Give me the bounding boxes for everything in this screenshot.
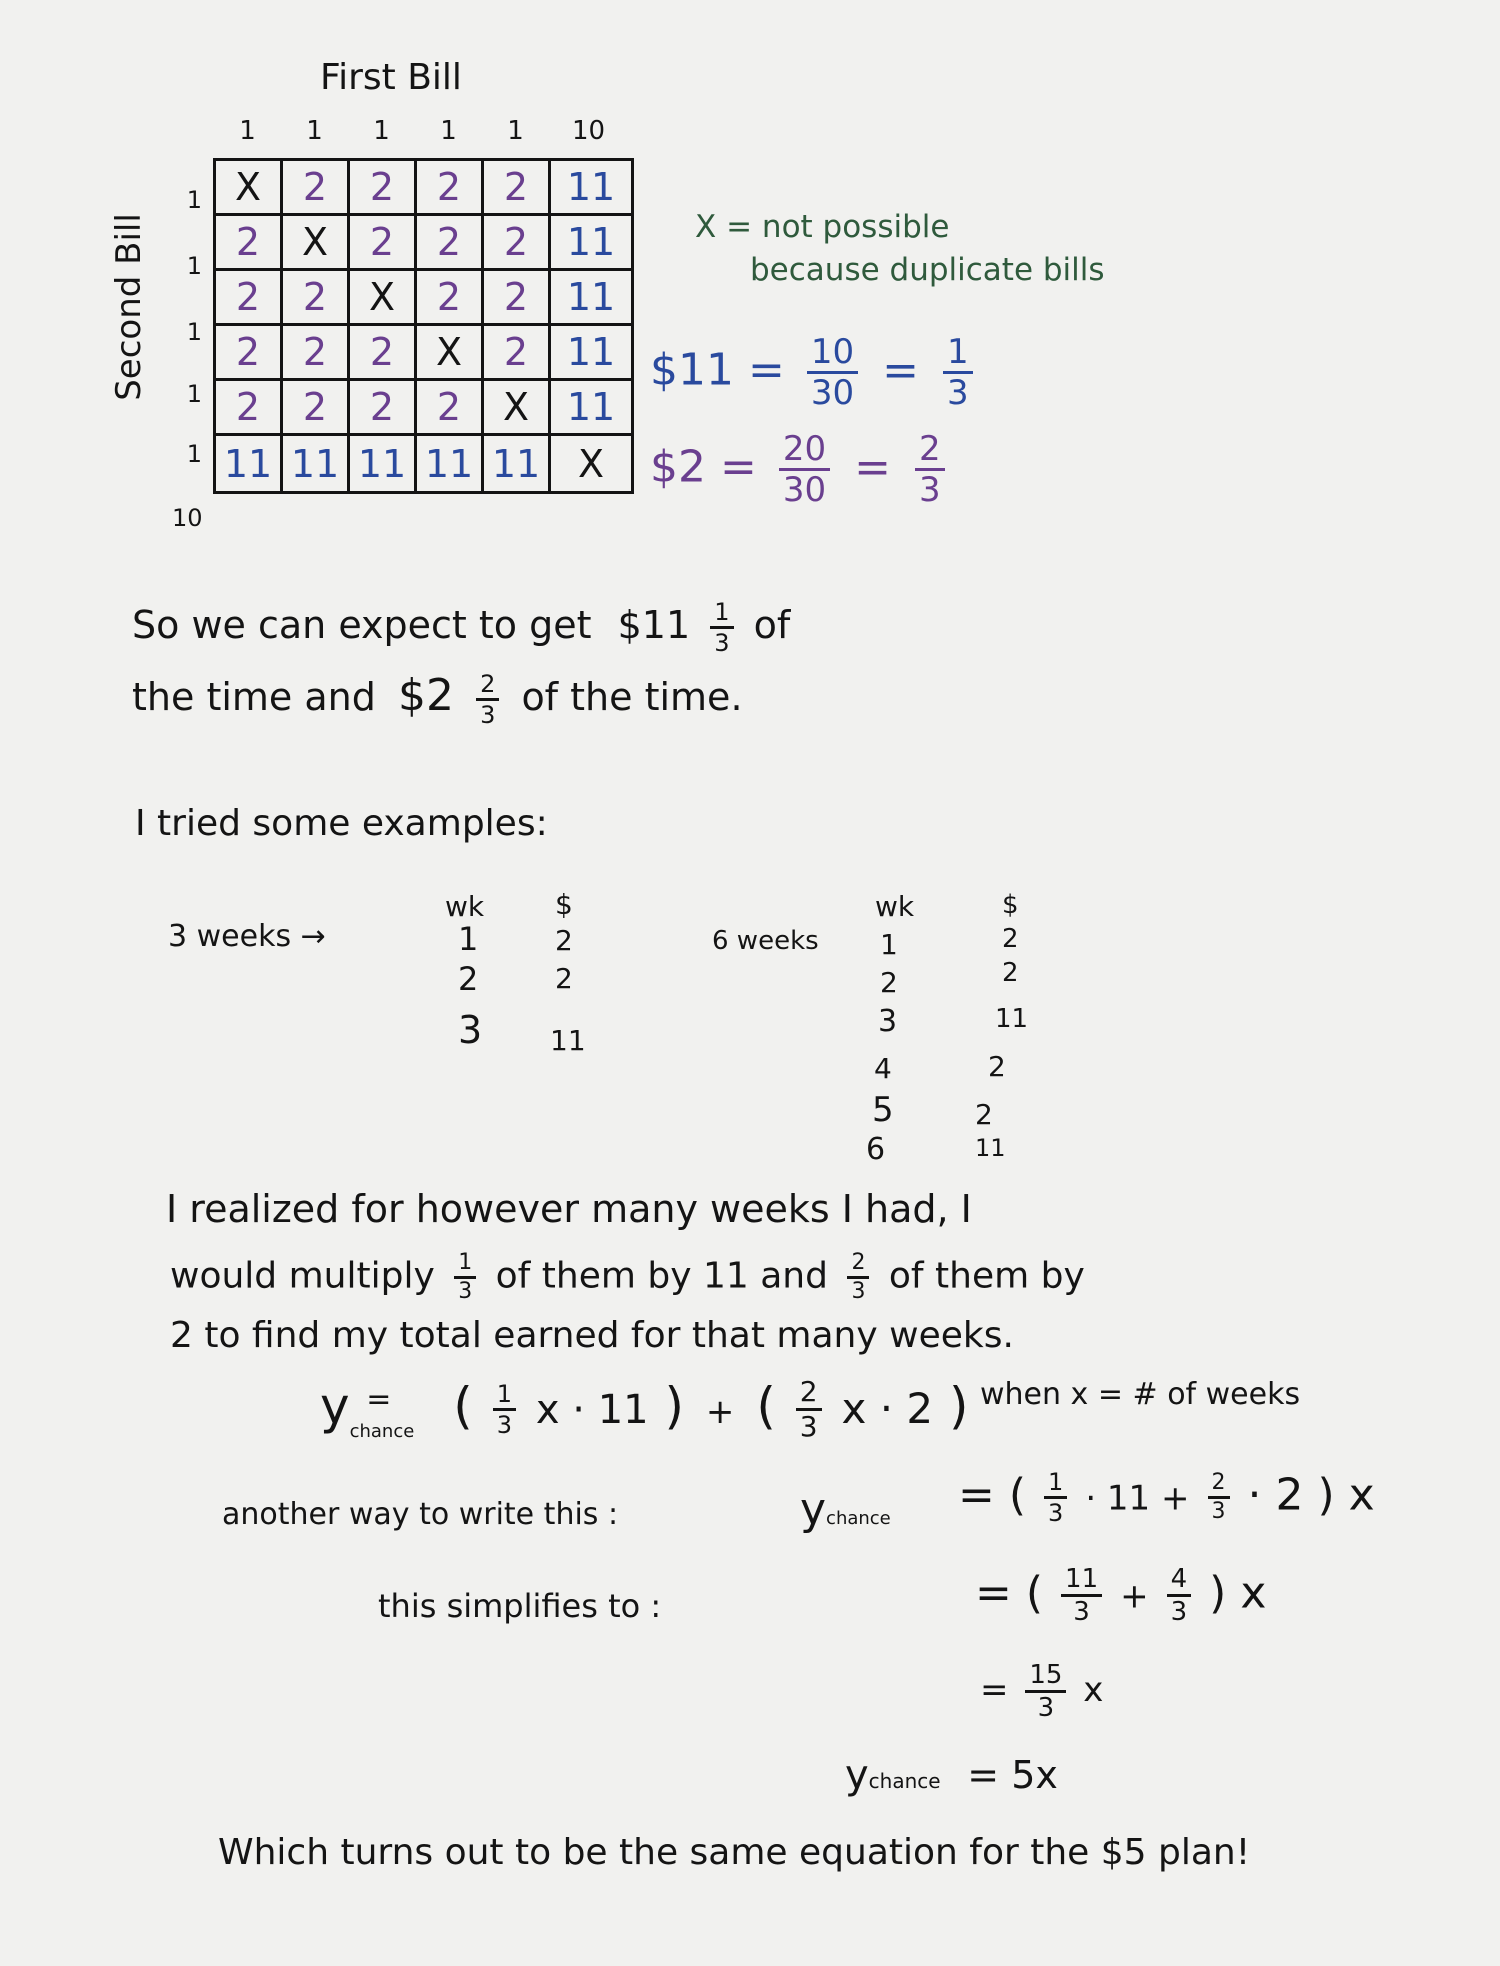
equation-2-rhs: = ( $\frac{1}{3}$ · 11 + $\frac{2}{3}$ · 2 ) x bbox=[958, 1468, 1375, 1527]
six-weeks-col-wk: wk bbox=[875, 890, 915, 923]
six-weeks-amount: 2 bbox=[1002, 924, 1019, 954]
three-weeks-amount: 2 bbox=[555, 924, 573, 957]
six-weeks-amount: 11 bbox=[995, 1004, 1029, 1034]
three-weeks-col-dollar: $ bbox=[555, 888, 573, 921]
probability-eleven bbox=[650, 332, 973, 413]
grid-cell: 2 bbox=[283, 161, 350, 216]
equation-5: ychance = 5x bbox=[845, 1752, 1058, 1798]
examples-intro: I tried some examples: bbox=[135, 803, 548, 844]
grid-cell: 2 bbox=[350, 161, 417, 216]
conclusion-line-2: the time and $2 $\frac{2}{3}$ of the time. bbox=[132, 670, 743, 729]
six-weeks-wk: 3 bbox=[878, 1004, 898, 1039]
legend-line: X = not possible bbox=[695, 209, 950, 245]
prob-equals: = bbox=[882, 344, 919, 396]
equation-1: $y_{chance}$ = ( $\frac{1}{3}$ x · 11 ) + ( $\frac{2}{3}$ x · 2 ) bbox=[320, 1375, 969, 1443]
grid-cell: 2 bbox=[216, 216, 283, 271]
grid-cell: 2 bbox=[484, 271, 551, 326]
six-weeks-col-dollar: $ bbox=[1002, 890, 1019, 920]
grid-cell: X bbox=[417, 326, 484, 381]
grid-cell: 2 bbox=[484, 326, 551, 381]
grid-cell: 11 bbox=[350, 436, 417, 491]
prob-simplified: $\frac{2}{3}$ bbox=[915, 432, 945, 507]
grid-cell: X bbox=[577, 441, 605, 486]
equation-3: = ( $\frac{11}{3}$ + $\frac{4}{3}$ ) x bbox=[975, 1564, 1267, 1627]
column-header: 10 bbox=[571, 116, 606, 146]
prob-label: $11 = bbox=[650, 344, 785, 396]
grid-cell: 11 bbox=[551, 161, 631, 216]
row-header: 1 bbox=[186, 252, 202, 280]
six-weeks-label: 6 weeks bbox=[712, 926, 819, 956]
grid-cell: 2 bbox=[216, 381, 283, 436]
equation-1-note: when x = # of weeks bbox=[980, 1377, 1301, 1412]
realization-line-2: would multiply $\frac{1}{3}$ of them by 11 and $\frac{2}{3}$ of them by bbox=[170, 1250, 1085, 1304]
column-header: 1 bbox=[306, 116, 323, 146]
prob-equals: = bbox=[854, 441, 891, 493]
equation-4: = $\frac{15}{3}$ x bbox=[980, 1660, 1104, 1723]
six-weeks-wk: 2 bbox=[880, 966, 898, 999]
six-weeks-wk: 4 bbox=[874, 1052, 892, 1085]
grid-title: First Bill bbox=[320, 57, 462, 98]
column-header: 1 bbox=[239, 116, 256, 146]
grid-cell: 11 bbox=[484, 436, 551, 491]
grid-cell: 2 bbox=[216, 326, 283, 381]
six-weeks-amount: 2 bbox=[988, 1050, 1006, 1083]
grid-cell: 11 bbox=[551, 216, 631, 271]
grid-cell: 2 bbox=[350, 381, 417, 436]
grid-cell: 2 bbox=[417, 381, 484, 436]
grid-cell: 2 bbox=[283, 271, 350, 326]
three-weeks-wk: 1 bbox=[458, 920, 479, 958]
grid-cell: X bbox=[216, 161, 283, 216]
grid-cell: 2 bbox=[484, 161, 551, 216]
prob-fraction: $\frac{10}{30}$ bbox=[807, 335, 858, 410]
realization-line-3: 2 to find my total earned for that many weeks. bbox=[170, 1315, 1014, 1356]
three-weeks-amount: 11 bbox=[550, 1024, 586, 1057]
three-weeks-col-wk: wk bbox=[445, 890, 485, 923]
prob-simplified: $\frac{1}{3}$ bbox=[943, 335, 973, 410]
grid-cell: 11 bbox=[551, 326, 631, 381]
grid-cell: 2 bbox=[484, 216, 551, 271]
prob-label: $2 = bbox=[650, 441, 757, 493]
grid-cell: 2 bbox=[216, 271, 283, 326]
grid-cell: 11 bbox=[551, 271, 631, 326]
grid-cell: X bbox=[484, 381, 551, 436]
grid-cell: 11 bbox=[283, 436, 350, 491]
column-header: 1 bbox=[440, 116, 457, 146]
another-way-label: another way to write this : bbox=[222, 1497, 619, 1532]
three-weeks-wk: 2 bbox=[458, 960, 479, 998]
grid-cell: 2 bbox=[350, 216, 417, 271]
grid-cell: 2 bbox=[283, 381, 350, 436]
probability-two bbox=[650, 429, 945, 510]
six-weeks-wk: 6 bbox=[866, 1132, 886, 1167]
grid-cell: 11 bbox=[417, 436, 484, 491]
prob-fraction: $\frac{20}{30}$ bbox=[779, 432, 830, 507]
legend-line: because duplicate bills bbox=[750, 252, 1105, 288]
grid-cell: 11 bbox=[216, 436, 283, 491]
six-weeks-amount: 2 bbox=[1002, 958, 1019, 988]
grid-cell: 2 bbox=[417, 216, 484, 271]
row-header: 1 bbox=[186, 440, 202, 468]
row-header: 1 bbox=[186, 318, 202, 346]
simplifies-label: this simplifies to : bbox=[378, 1587, 662, 1625]
six-weeks-amount: 2 bbox=[975, 1098, 993, 1131]
conclusion-line-1: So we can expect to get $11 $\frac{1}{3}$ of bbox=[132, 598, 791, 657]
realization-line-1: I realized for however many weeks I had, I bbox=[166, 1187, 972, 1231]
six-weeks-wk: 5 bbox=[872, 1090, 894, 1130]
grid-cell: 2 bbox=[350, 326, 417, 381]
column-header: 1 bbox=[507, 116, 524, 146]
final-statement: Which turns out to be the same equation for the $5 plan! bbox=[218, 1832, 1251, 1873]
bill-outcome-grid bbox=[213, 158, 634, 494]
six-weeks-amount: 11 bbox=[975, 1134, 1006, 1162]
equation-2-lhs: ychance bbox=[800, 1484, 891, 1535]
three-weeks-wk: 3 bbox=[458, 1008, 483, 1052]
grid-side-label: Second Bill bbox=[108, 213, 149, 401]
row-header: 1 bbox=[186, 186, 202, 214]
column-header: 1 bbox=[373, 116, 390, 146]
grid-cell: 2 bbox=[417, 161, 484, 216]
grid-cell: 2 bbox=[283, 326, 350, 381]
grid-cell: X bbox=[350, 271, 417, 326]
grid-cell: 2 bbox=[417, 271, 484, 326]
grid-cell: 11 bbox=[551, 381, 631, 436]
three-weeks-amount: 2 bbox=[555, 962, 573, 995]
grid-cell: X bbox=[283, 216, 350, 271]
row-header: 1 bbox=[186, 380, 202, 408]
six-weeks-wk: 1 bbox=[880, 928, 898, 961]
row-header: 10 bbox=[172, 504, 203, 532]
three-weeks-label: 3 weeks → bbox=[168, 919, 326, 954]
